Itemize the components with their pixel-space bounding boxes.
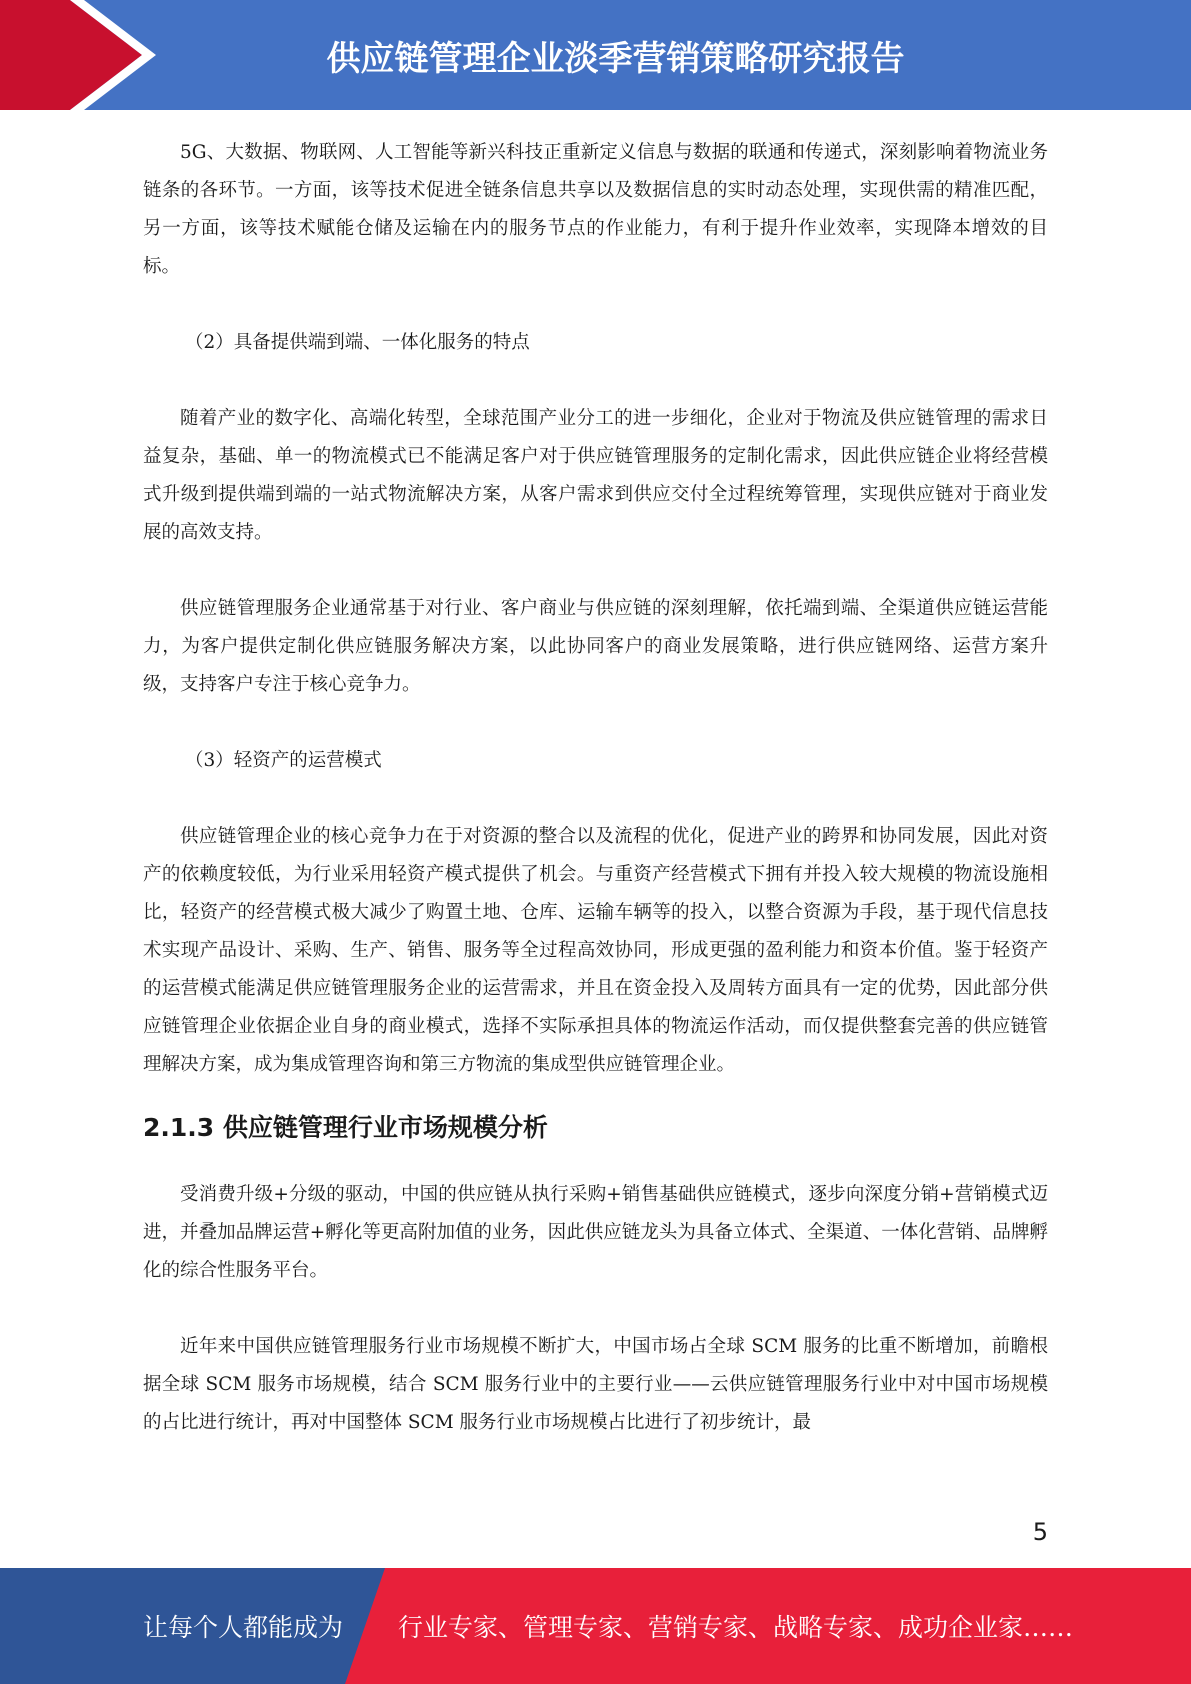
- page-footer: [0, 1568, 1191, 1684]
- paragraph-tech-impact: 5G、大数据、物联网、人工智能等新兴科技正重新定义信息与数据的联通和传递式，深刻影响着物流业务链条的各环节。一方面，该等技术促进全链条信息共享以及数据信息的实时动态处理，实现供需的精准匹配，另一方面，该等技术赋能仓储及运输在内的服务节点的作业能力，有利于提升作业效率，实现降本增效的目标。: [143, 142, 1048, 277]
- paragraph-digital-transformation: 随着产业的数字化、高端化转型，全球范围产业分工的进一步细化，企业对于物流及供应链管理的需求日益复杂，基础、单一的物流模式已不能满足客户对于供应链管理服务的定制化需求，因此供应链企业将经营模式升级到提供端到端的一站式物流解决方案，从客户需求到供应交付全过程统筹管理，实现供应链对于商业发展的高效支持。: [143, 408, 1048, 543]
- document-title: 供应链管理企业淡季营销策略研究报告: [326, 38, 905, 79]
- paragraph-market-expansion: 近年来中国供应链管理服务行业市场规模不断扩大，中国市场占全球 SCM 服务的比重不断增加，前瞻根据全球 SCM 服务市场规模，结合 SCM 服务行业中的主要行业——云供应链管理服务行业中对中国市场规模的占比进行统计，再对中国整体 SCM 服务行业市场规模占比进行了初步统计，最: [143, 1336, 1048, 1433]
- footer-slogan-right: 行业专家、管理专家、营销专家、战略专家、成功企业家……: [398, 1613, 1074, 1642]
- page-content: [143, 134, 1048, 1442]
- paragraph-light-asset-model: 供应链管理企业的核心竞争力在于对资源的整合以及流程的优化，促进产业的跨界和协同发展，因此对资产的依赖度较低，为行业采用轻资产模式提供了机会。与重资产经营模式下拥有并投入较大规模的物流设施相比，轻资产的经营模式极大减少了购置土地、仓库、运输车辆等的投入，以整合资源为手段，基于现代信息技术实现产品设计、采购、生产、销售、服务等全过程高效协同，形成更强的盈利能力和资本价值。鉴于轻资产的运营模式能满足供应链管理服务企业的运营需求，并且在资金投入及周转方面具有一定的优势，因此部分供应链管理企业依据企业自身的商业模式，选择不实际承担具体的物流运作活动，而仅提供整套完善的供应链管理解决方案，成为集成管理咨询和第三方物流的集成型供应链管理企业。: [143, 826, 1048, 1075]
- paragraph-consumption-upgrade: 受消费升级+分级的驱动，中国的供应链从执行采购+销售基础供应链模式，逐步向深度分销+营销模式迈进，并叠加品牌运营+孵化等更高附加值的业务，因此供应链龙头为具备立体式、全渠道、一体化营销、品牌孵化的综合性服务平台。: [143, 1184, 1048, 1281]
- page-number: 5: [1032, 1518, 1048, 1546]
- subheading-light-asset: （3）轻资产的运营模式: [185, 750, 382, 771]
- page-header: [0, 0, 1191, 110]
- footer-slogan-left: 让每个人都能成为: [143, 1613, 344, 1642]
- paragraph-service-enterprises: 供应链管理服务企业通常基于对行业、客户商业与供应链的深刻理解，依托端到端、全渠道供应链运营能力，为客户提供定制化供应链服务解决方案，以此协同客户的商业发展策略，进行供应链网络、运营方案升级，支持客户专注于核心竞争力。: [143, 598, 1048, 695]
- section-title-market-size: 2.1.3 供应链管理行业市场规模分析: [143, 1113, 548, 1142]
- subheading-end-to-end: （2）具备提供端到端、一体化服务的特点: [185, 332, 530, 353]
